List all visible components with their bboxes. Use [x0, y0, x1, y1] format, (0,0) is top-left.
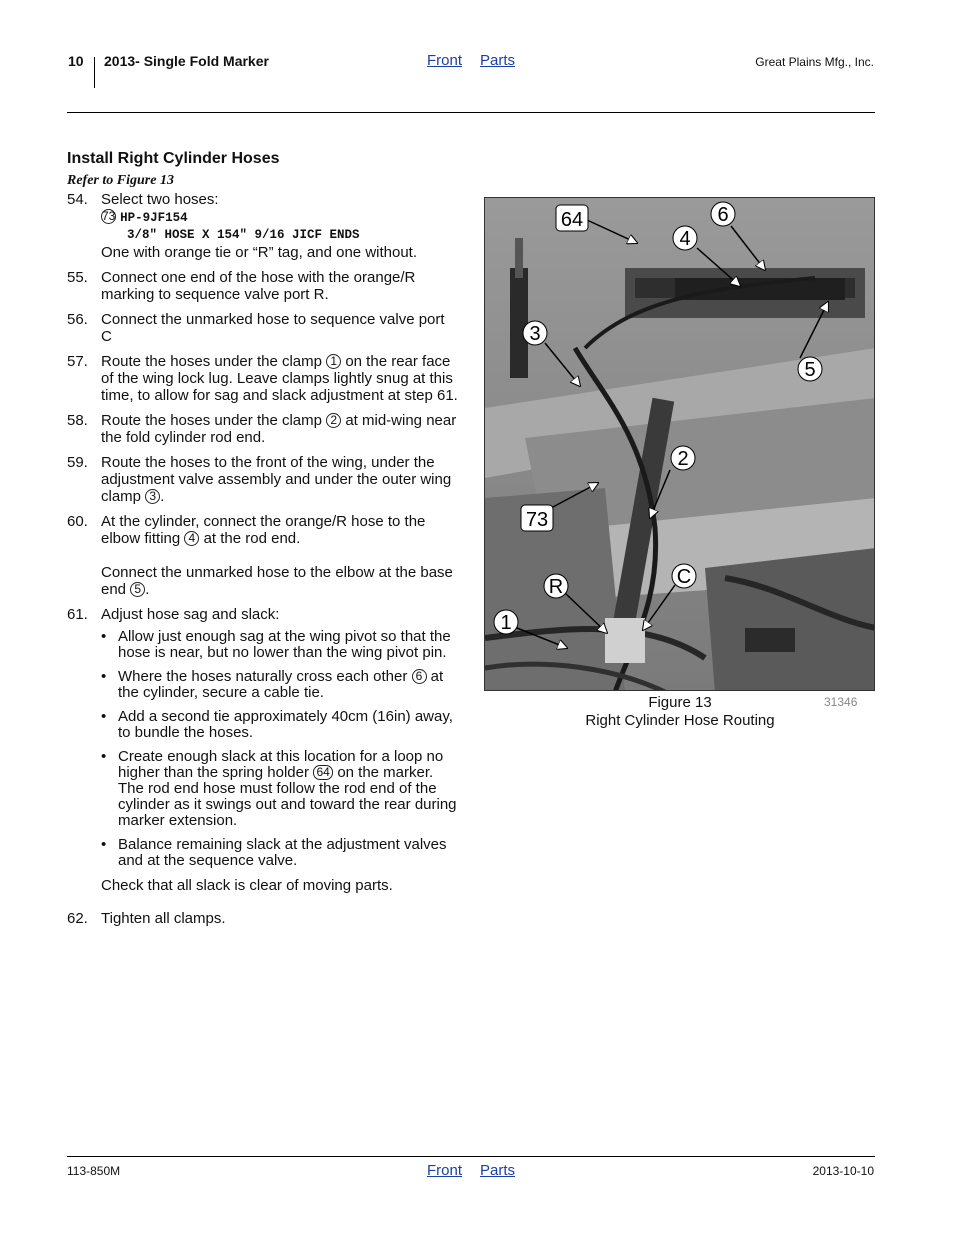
part-number: HP-9JF154 [120, 211, 188, 225]
footer-rule [67, 1156, 875, 1157]
step-text: Connect one end of the hose with the orange/R marking to sequence valve port R. [101, 269, 416, 303]
page-number: 10 [68, 53, 84, 69]
revision-date: 2013-10-10 [812, 1164, 874, 1178]
step-number: 60. [67, 513, 88, 530]
callout-ref: 64 [313, 765, 333, 780]
step-text: . [160, 488, 165, 505]
list-item: • Where the hoses naturally cross each other 6 at the cylinder, secure a cable tie. [101, 669, 459, 701]
step-number: 58. [67, 412, 88, 429]
step-text: Connect the unmarked hose to sequence valve port C [101, 311, 445, 345]
doc-number: 113-850M [67, 1164, 121, 1178]
machinery-photo [485, 198, 875, 691]
step-55 [67, 269, 459, 303]
step-56 [67, 311, 459, 345]
step-text: . [145, 581, 150, 598]
footer-front-link[interactable]: Front [427, 1162, 463, 1179]
step-62 [67, 910, 459, 927]
step-59 [67, 454, 459, 505]
step-number: 55. [67, 269, 88, 286]
step-text: At the cylinder, connect the orange/R hose to the elbow fitting [101, 513, 426, 547]
figure-caption [560, 694, 800, 730]
step-number: 62. [67, 910, 88, 927]
step-number: 54. [67, 191, 88, 208]
step-60 [67, 513, 459, 598]
step-text: Route the hoses to the front of the wing, under the adjustment valve assembly and under the outer wing clamp [101, 454, 452, 505]
step-text: Connect the unmarked hose to the elbow at the base end [101, 564, 453, 598]
callout-ref: 5 [130, 582, 145, 597]
step-text: Tighten all clamps. [101, 910, 226, 927]
callout-6-label: 6 [717, 204, 729, 226]
step-number: 59. [67, 454, 88, 471]
callout-c-label: C [676, 566, 692, 588]
callout-5-label: 5 [804, 359, 816, 381]
part-description: 3/8" HOSE X 154" 9/16 JICF ENDS [127, 228, 360, 242]
step-text: Adjust hose sag and slack: [101, 606, 280, 623]
footer-parts-link[interactable]: Parts [480, 1162, 516, 1179]
list-item: • Balance remaining slack at the adjustment valves and at the sequence valve. [101, 837, 459, 869]
step-text: Select two hoses: [101, 191, 219, 208]
header-front-link[interactable]: Front [427, 52, 463, 69]
figure-image-number: 31346 [824, 695, 858, 709]
step-text: at the rod end. [203, 530, 301, 547]
step-54 [67, 191, 459, 261]
callout-ref: 6 [412, 669, 427, 684]
figure-title: Right Cylinder Hose Routing [585, 712, 775, 729]
instruction-steps [67, 191, 459, 935]
step-text: at mid-wing near the fold cylinder rod end. [101, 412, 457, 446]
header-rule [67, 112, 875, 113]
step-text: on the rear face of the wing lock lug. Leave clamps lightly snug at this time, to allow for sag and slack adjustment at step 61. [101, 353, 458, 404]
list-item: • Allow just enough sag at the wing pivot so that the hose is near, but no lower than the wing pivot pin. [101, 629, 459, 661]
step-57 [67, 353, 459, 404]
step-58 [67, 412, 459, 446]
section-title: Install Right Cylinder Hoses [67, 150, 280, 167]
step-number: 56. [67, 311, 88, 328]
header-divider [94, 57, 95, 88]
header-parts-link[interactable]: Parts [480, 52, 516, 69]
list-item: • Add a second tie approximately 40cm (16in) away, to bundle the hoses. [101, 709, 459, 741]
callout-ref: 1 [326, 354, 341, 369]
callout-73-label: 73 [525, 509, 549, 531]
step-number: 61. [67, 606, 88, 623]
step-text: Route the hoses under the clamp [101, 353, 322, 370]
company-name: Great Plains Mfg., Inc. [755, 55, 874, 69]
step-text: Route the hoses under the clamp [101, 412, 322, 429]
step-note: Check that all slack is clear of moving parts. [101, 877, 393, 894]
step-note: One with orange tie or “R” tag, and one without. [101, 244, 418, 261]
callout-64-label: 64 [560, 209, 584, 231]
figure-label: Figure 13 [648, 694, 712, 711]
callout-3-label: 3 [529, 323, 541, 345]
figure-reference: Refer to Figure 13 [67, 173, 174, 188]
step-number: 57. [67, 353, 88, 370]
document-title: 2013- Single Fold Marker [104, 53, 269, 69]
callout-4-label: 4 [679, 228, 691, 250]
callout-2-label: 2 [677, 448, 689, 470]
callout-ref: 2 [326, 413, 341, 428]
callout-ref: 73 [102, 209, 116, 223]
figure-photo [484, 197, 875, 691]
step-61 [67, 606, 459, 894]
list-item: • Create enough slack at this location for a loop no higher than the spring holder 64 on the marker. The rod end hose must follow the rod end of the cylinder as it swings out and toward the rear during marker extension. [101, 749, 459, 829]
callout-1-label: 1 [500, 612, 512, 634]
callout-r-label: R [548, 576, 564, 598]
bullet-list [101, 629, 459, 869]
callout-ref: 4 [184, 531, 199, 546]
callout-ref: 3 [145, 489, 160, 504]
